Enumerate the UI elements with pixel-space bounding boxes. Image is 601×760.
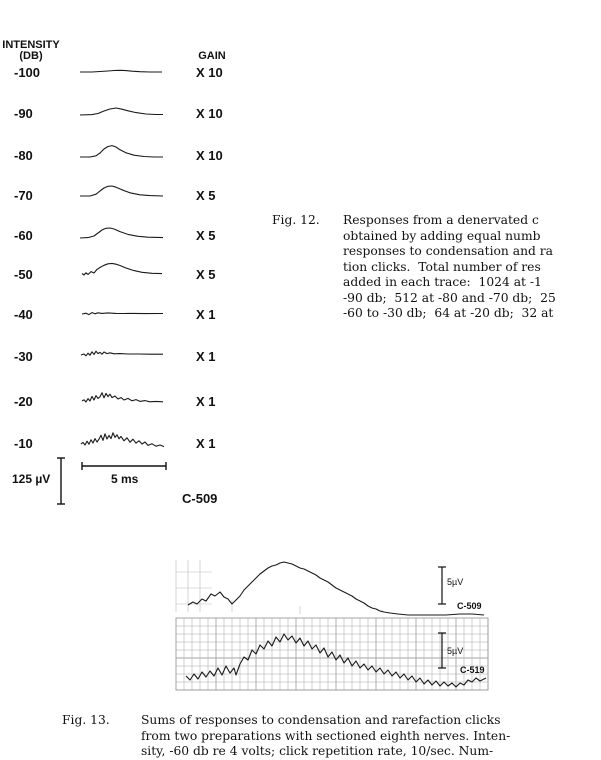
amplitude-scale-label: 125 µV (12, 472, 51, 486)
fig12-caption-line: obtained by adding equal numb (343, 228, 541, 243)
intensity-label: -60 (14, 228, 33, 243)
fig13-caption-line: from two preparations with sectioned eighth nerves. Inten- (141, 728, 511, 743)
fig12-caption-label: Fig. 12. (272, 213, 320, 227)
intensity-label: -40 (14, 307, 33, 322)
fig12-caption-line: added in each trace: 1024 at -1 (343, 275, 542, 289)
gain-label: X 5 (196, 267, 216, 282)
intensity-label: -100 (14, 65, 41, 80)
gain-label: X 1 (196, 436, 216, 451)
gain-label: X 10 (196, 148, 223, 163)
specimen-label: C-509 (182, 491, 218, 506)
time-scale-label: 5 ms (111, 472, 139, 486)
intensity-label: -10 (14, 436, 33, 451)
intensity-label: -30 (14, 349, 33, 364)
intensity-label: -90 (14, 106, 33, 121)
fig13-caption (141, 713, 510, 760)
gain-label: X 1 (196, 307, 216, 322)
fig13-trace-c509 (188, 562, 484, 615)
fig12-caption-line: -90 db; 512 at -80 and -70 db; 25 (343, 290, 556, 305)
fig13-top-panel (176, 560, 300, 614)
fig13-caption-label: Fig. 13. (62, 713, 110, 727)
intensity-label: -70 (14, 188, 33, 203)
fig13-bottom-grid (176, 618, 488, 690)
gain-label: X 10 (196, 65, 223, 80)
intensity-label: -20 (14, 394, 33, 409)
gain-label: X 1 (196, 394, 216, 409)
fig13-top-specimen-label: C-509 (457, 601, 482, 611)
gain-header: GAIN (198, 50, 226, 62)
fig13-bottom-specimen-label: C-519 (460, 665, 485, 675)
fig12-caption-line: -60 to -30 db; 64 at -20 db; 32 at (343, 306, 554, 320)
fig12-caption-line: Responses from a denervated c (343, 213, 539, 227)
gain-label: X 5 (196, 228, 216, 243)
gain-label: X 5 (196, 188, 216, 203)
fig12-caption-line: responses to condensation and ra (343, 244, 553, 258)
intensity-header: INTENSITY (2, 39, 60, 51)
gain-label: X 10 (196, 106, 223, 121)
fig12-caption-line: tion clicks. Total number of res (343, 259, 541, 274)
fig13-caption-line: sity, -60 db re 4 volts; click repetition rate, 10/sec. Num- (141, 744, 494, 758)
intensity-unit-header: (DB) (19, 50, 43, 62)
intensity-label: -50 (14, 267, 33, 282)
intensity-label: -80 (14, 148, 33, 163)
fig13-bottom-scale-label: 5µV (447, 646, 464, 656)
fig13-caption-line: Sums of responses to condensation and rarefaction clicks (141, 713, 501, 727)
fig13-top-scale-label: 5µV (447, 577, 464, 587)
gain-label: X 1 (196, 349, 216, 364)
